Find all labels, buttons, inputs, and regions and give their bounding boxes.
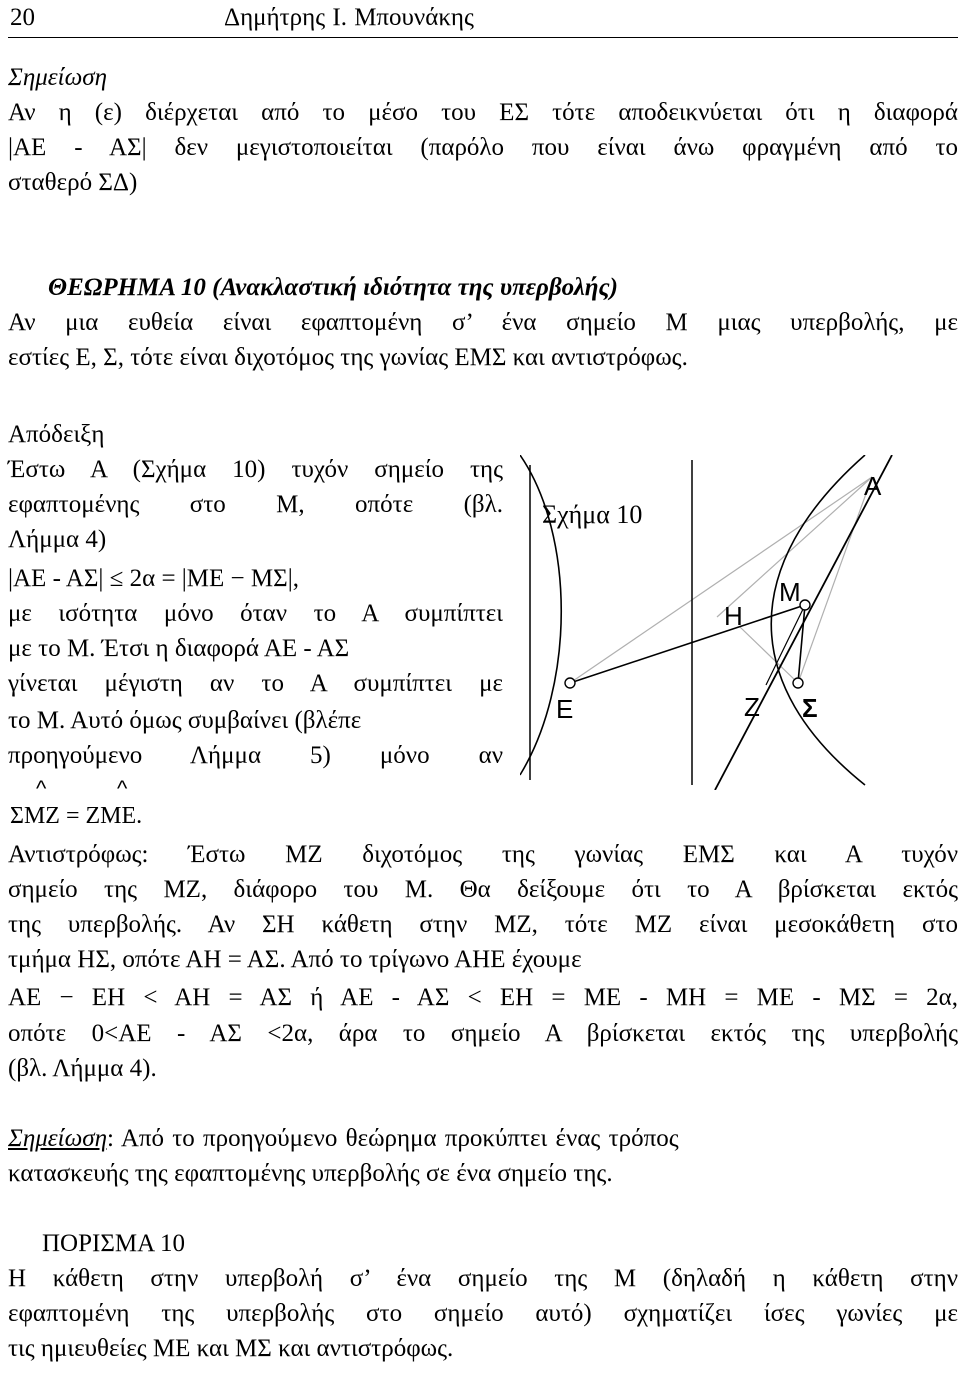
note1-line: Αν η (ε) διέρχεται από το μέσο του ΕΣ τότε αποδεικνύεται ότι η διαφορά [8,99,958,126]
proof-col-line: Έστω Α (Σχήμα 10) τυχόν σημείο της [8,456,503,483]
proof-line: (βλ. Λήμμα 4). [8,1055,157,1082]
label-h: Η [724,601,743,631]
proof-line: σημείο της ΜΖ, διάφορο του Μ. Θα δείξουμε ότι το Α βρίσκεται εκτός [8,876,958,903]
proof-col-line: με το Μ. Έτσι η διαφορά ΑΕ - ΑΣ [8,635,350,662]
label-a: Α [864,471,882,501]
note1-line: σταθερό ΣΔ) [8,169,138,196]
figure-10 [520,455,960,790]
angle-hat-smz: ^ [36,776,47,801]
line-em [570,605,805,683]
figure-caption: Σχήμα 10 [542,500,643,529]
angle-equality: ΣΜΖ = ΖΜΕ. [10,803,143,829]
proof-line: τμήμα ΗΣ, οπότε ΑΗ = ΑΣ. Από το τρίγωνο ΑΗΕ έχουμε [8,946,582,973]
header-rule [8,37,958,38]
corollary-line: εφαπτομένη της υπερβολής στο σημείο αυτό) σχηματίζει ίσες γωνίες με [8,1300,958,1327]
corollary-line: Η κάθετη στην υπερβολή σ’ ένα σημείο της Μ (δηλαδή η κάθετη στην [8,1265,958,1292]
proof-col-line: Λήμμα 4) [8,526,107,553]
faint-line-hs [740,627,798,683]
running-header-author: Δημήτρης Ι. Μπουνάκης [224,4,474,31]
proof-col-line: εφαπτομένης στο Μ, οπότε (βλ. [8,491,503,518]
theorem-line: Αν μια ευθεία είναι εφαπτομένη σ’ ένα σημείο Μ μιας υπερβολής, με [8,309,958,336]
note2-text: : Από το προηγούμενο θεώρημα προκύπτει ένας τρόπος [107,1125,679,1152]
note2-first-line [8,1123,958,1155]
angle-hat-zme: ^ [117,776,128,801]
proof-col-line: το Μ. Αυτό όμως συμβαίνει (βλέπε [8,707,362,734]
proof-col-line: γίνεται μέγιστη αν το Α συμπίπτει με [8,670,503,697]
proof-inequality: |ΑΕ - ΑΣ| ≤ 2α = |ΜΕ − ΜΣ|, [8,565,299,592]
corollary-line: τις ημιευθείες ΜΕ και ΜΣ και αντιστρόφως. [8,1335,454,1362]
note1-title: Σημείωση [8,64,107,91]
proof-col-line: προηγούμενο Λήμμα 5) μόνο αν [8,742,503,769]
point-e [565,678,575,688]
label-z: Ζ [744,692,760,722]
theorem-title: ΘΕΩΡΗΜΑ 10 (Ανακλαστική ιδιότητα της υπερβολής) [48,274,618,301]
proof-line: ΑΕ − ΕΗ < ΑΗ = ΑΣ ή ΑΕ - ΑΣ < ΕΗ = ΜΕ - ΜΗ = ΜΕ - ΜΣ = 2α, [8,984,958,1011]
note2-line: κατασκευής της εφαπτομένης υπερβολής σε ένα σημείο της. [8,1160,613,1187]
proof-col-line: με ισότητα μόνο όταν το Α συμπίπτει [8,600,503,627]
proof-line: οπότε 0<ΑΕ - ΑΣ <2α, άρα το σημείο Α βρίσκεται εκτός της υπερβολής [8,1020,958,1047]
point-s [793,678,803,688]
proof-line: Αντιστρόφως: Έστω ΜΖ διχοτόμος της γωνίας ΕΜΣ και Α τυχόν [8,841,958,868]
note1-line: |ΑΕ - ΑΣ| δεν μεγιστοποιείται (παρόλο που είναι άνω φραγμένη από το [8,134,958,161]
hyperbola-right-branch [771,455,865,785]
faint-line-sa [798,477,872,683]
proof-title: Απόδειξη [8,421,105,448]
point-m [800,600,810,610]
proof-line: της υπερβολής. Αν ΣΗ κάθετη στην ΜΖ, τότε ΜΖ είναι μεσοκάθετη στο [8,911,958,938]
label-e: Ε [556,694,574,724]
corollary-title: ΠΟΡΙΣΜΑ 10 [42,1230,186,1257]
theorem-line: εστίες Ε, Σ, τότε είναι διχοτόμος της γωνίας ΕΜΣ και αντιστρόφως. [8,344,688,371]
page-number: 20 [10,4,35,31]
note2-title: Σημείωση [8,1125,107,1152]
label-s: Σ [802,693,818,723]
label-m: Μ [779,577,801,607]
